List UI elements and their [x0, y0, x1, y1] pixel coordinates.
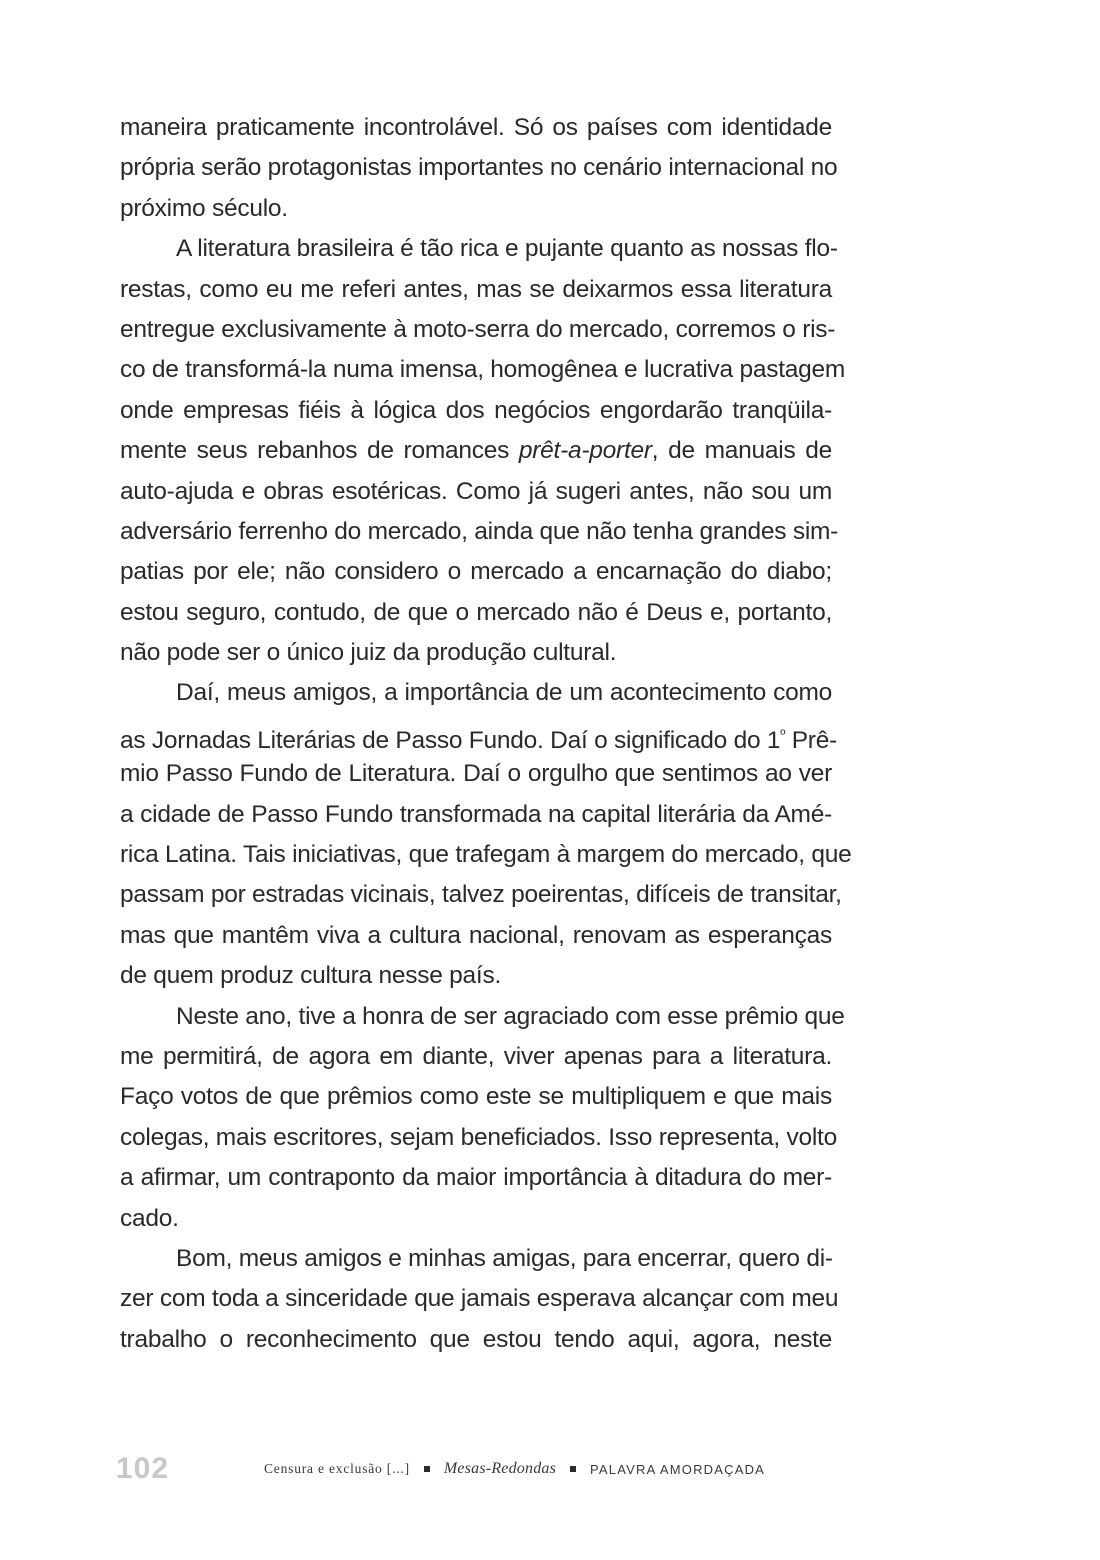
text-line: Bom, meus amigos e minhas amigas, para encerrar, quero di-: [176, 1244, 833, 1272]
text-line: trabalho o reconhecimento que estou tendo aqui, agora, neste: [120, 1325, 832, 1353]
page-number: 102: [116, 1452, 170, 1485]
running-head-chapter: Censura e exclusão [...]: [264, 1461, 410, 1476]
text-line: estou seguro, contudo, de que o mercado não é Deus e, portanto,: [120, 598, 832, 626]
text-line: passam por estradas vicinais, talvez poeirentas, difíceis de transitar,: [120, 881, 842, 909]
text-line: auto-ajuda e obras esotéricas. Como já sugeri antes, não sou um: [120, 477, 832, 505]
text-run: as Jornadas Literárias de Passo Fundo. Daí o significado do 1: [120, 726, 781, 754]
text-line: a cidade de Passo Fundo transformada na capital literária da Amé-: [120, 800, 832, 828]
text-line: maneira praticamente incontrolável. Só os países com identidade: [120, 114, 832, 141]
text-run: Prê-: [785, 726, 837, 754]
text-line: mas que mantêm viva a cultura nacional, renovam as esperanças: [120, 921, 832, 949]
text-line: rica Latina. Tais iniciativas, que trafegam à margem do mercado, que: [120, 841, 852, 869]
running-head: [264, 1460, 765, 1478]
text-line: entregue exclusivamente à moto-serra do mercado, corremos o ris-: [120, 315, 836, 343]
page-footer: [116, 1452, 836, 1486]
text-line: patias por ele; não considero o mercado a encarnação do diabo;: [120, 558, 832, 586]
text-line: Faço votos de que prêmios como este se multipliquem e que mais: [120, 1083, 832, 1111]
body-text: [120, 108, 852, 1360]
text-line: próximo século.: [120, 194, 288, 222]
text-line: a afirmar, um contraponto da maior importância à ditadura do mer-: [120, 1164, 832, 1192]
ordinal-superscript: º: [780, 725, 786, 742]
text-run: mente seus rebanhos de romances: [120, 437, 519, 465]
text-line: zer com toda a sinceridade que jamais esperava alcançar com meu: [120, 1285, 839, 1313]
text-line: onde empresas fiéis à lógica dos negócios engordarão tranqüila-: [120, 396, 832, 424]
text-line: não pode ser o único juiz da produção cultural.: [120, 639, 617, 667]
text-line: [120, 714, 837, 754]
text-line: de quem produz cultura nesse país.: [120, 962, 502, 990]
italic-phrase: prêt-a-porter: [518, 437, 652, 465]
text-line: própria serão protagonistas importantes no cenário internacional no: [120, 154, 838, 182]
bullet-separator-icon: [570, 1466, 576, 1472]
text-line: colegas, mais escritores, sejam beneficiados. Isso representa, volto: [120, 1123, 837, 1151]
text-line: cado.: [120, 1204, 179, 1232]
text-line: Neste ano, tive a honra de ser agraciado com esse prêmio que: [176, 1002, 845, 1030]
text-line: adversário ferrenho do mercado, ainda que não tenha grandes sim-: [120, 517, 839, 545]
text-line: me permitirá, de agora em diante, viver apenas para a literatura.: [120, 1042, 832, 1070]
text-line: restas, como eu me referi antes, mas se deixarmos essa literatura: [120, 275, 832, 303]
text-line: mio Passo Fundo de Literatura. Daí o orgulho que sentimos ao ver: [120, 760, 832, 788]
text-line: [120, 431, 832, 471]
text-line: co de transformá-la numa imensa, homogênea e lucrativa pastagem: [120, 356, 846, 384]
running-head-section: Mesas-Redondas: [443, 1460, 557, 1477]
text-line: A literatura brasileira é tão rica e pujante quanto as nossas flo-: [176, 235, 838, 263]
running-head-book-title: PALAVRA AMORDAÇADA: [590, 1461, 766, 1477]
bullet-separator-icon: [424, 1466, 430, 1472]
text-run: , de manuais de: [651, 437, 832, 465]
text-line: Daí, meus amigos, a importância de um acontecimento como: [176, 679, 832, 707]
